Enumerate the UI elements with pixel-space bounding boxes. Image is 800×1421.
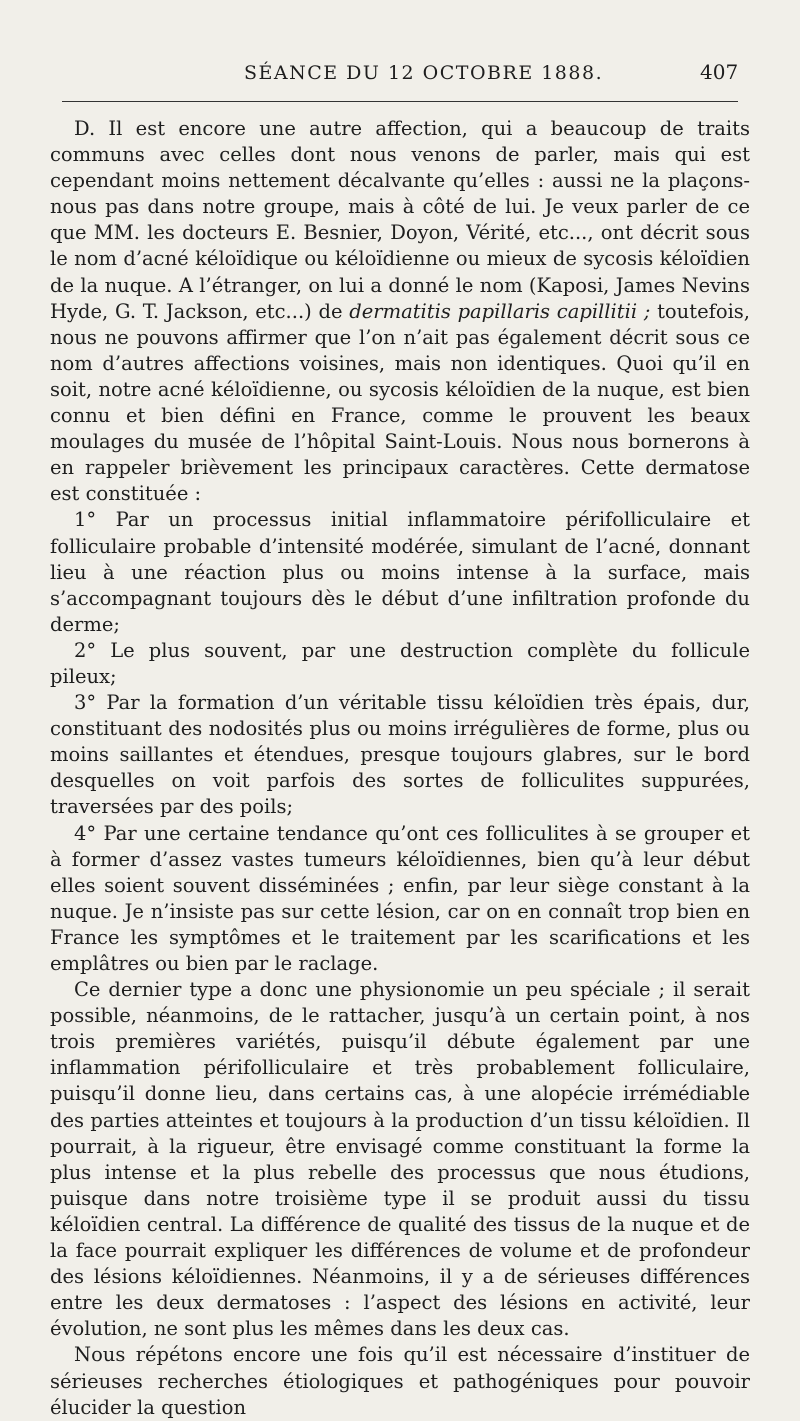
- list-item-2: 2° Le plus souvent, par une destruction complète du follicule pileux;: [50, 638, 750, 688]
- running-head: SÉANCE DU 12 OCTOBRE 1888.: [244, 62, 604, 84]
- paragraph-text: D. Il est encore une autre affection, qui a beaucoup de traits communs avec celles dont nous venons de parler, mais qui est cependant moins nettement décalvante qu’elles : aussi ne la plaçons-nous pas dans notre groupe, mais à côté de lui. Je veux parler de ce que MM. les docteurs E. Besnier, Doyon, Vérité, etc..., ont décrit sous le nom d’acné kéloïdique ou kéloïdienne ou mieux de sycosis kéloïdien de la nuque. A l’étranger, on lui a donné le nom (Kaposi, James Nevins Hyde, G. T. Jackson, etc...) de: [50, 117, 750, 323]
- list-item-4: 4° Par une certaine tendance qu’ont ces folliculites à se grouper et à former d’assez vastes tumeurs kéloïdiennes, bien qu’à leur début elles soient souvent disséminées ; enfin, par leur siège constant à la nuque. Je n’insiste pas sur cette lésion, car on en connaît trop bien en France les symptômes et le traitement par les scarifications et les emplâtres ou bien par le raclage.: [50, 821, 750, 975]
- paragraph-text: toutefois, nous ne pouvons affirmer que l’on n’ait pas également décrit sous ce nom d’autres affections voisines, mais non identiques. Quoi qu’il en soit, notre acné kéloïdienne, ou sycosis kéloïdien de la nuque, est bien connu et bien défini en France, comme le prouvent les beaux moulages du musée de l’hôpital Saint-Louis. Nous nous bornerons à en rappeler brièvement les principaux caractères. Cette dermatose est constituée :: [50, 299, 751, 506]
- body-text: [50, 116, 750, 1421]
- paragraph-comparison: Ce dernier type a donc une physionomie un peu spéciale ; il serait possible, néanmoins, de le rattacher, jusqu’à un certain point, à nos trois premières variétés, puisqu’il débute également par une inflammation périfolliculaire et très probablement folliculaire, puisqu’il donne lieu, dans certains cas, à une alopécie irrémédiable des parties atteintes et toujours à la production d’un tissu kéloïdien. Il pourrait, à la rigueur, être envisagé comme constituant la forme la plus intense et la plus rebelle des processus que nous étudions, puisque dans notre troisième type il se produit aussi du tissu kéloïdien central. La différence de qualité des tissus de la nuque et de la face pourrait expliquer les différences de volume et de profondeur des lésions kéloïdiennes. Néanmoins, il y a de sérieuses différences entre les deux dermatoses : l’aspect des lésions en activité, leur évolution, ne sont plus les mêmes dans les deux cas.: [50, 978, 750, 1341]
- list-item-3: 3° Par la formation d’un véritable tissu kéloïdien très épais, dur, constituant des nodosités plus ou moins irrégulières de forme, plus ou moins saillantes et étendues, presque toujours glabres, sur le bord desquelles on voit parfois des sortes de folliculites suppurées, traversées par des poils;: [50, 691, 750, 819]
- page-number: 407: [700, 60, 739, 84]
- paragraph-conclusion: Nous répétons encore une fois qu’il est nécessaire d’instituer de sérieuses recherches étiologiques et pathogéniques pour pouvoir élucider la question: [50, 1343, 750, 1419]
- list-item-1: 1° Par un processus initial inflammatoire périfolliculaire et folliculaire probable d’intensité modérée, simulant de l’acné, donnant lieu à une réaction plus ou moins intense à la surface, mais s’accompagnant toujours dès le début d’une infiltration profonde du derme;: [50, 508, 750, 636]
- latin-term: dermatitis papillaris capillitii ;: [349, 299, 651, 323]
- page-header: [0, 56, 800, 90]
- paragraph-acne-keloidienne: [50, 116, 750, 507]
- header-rule: [62, 101, 738, 102]
